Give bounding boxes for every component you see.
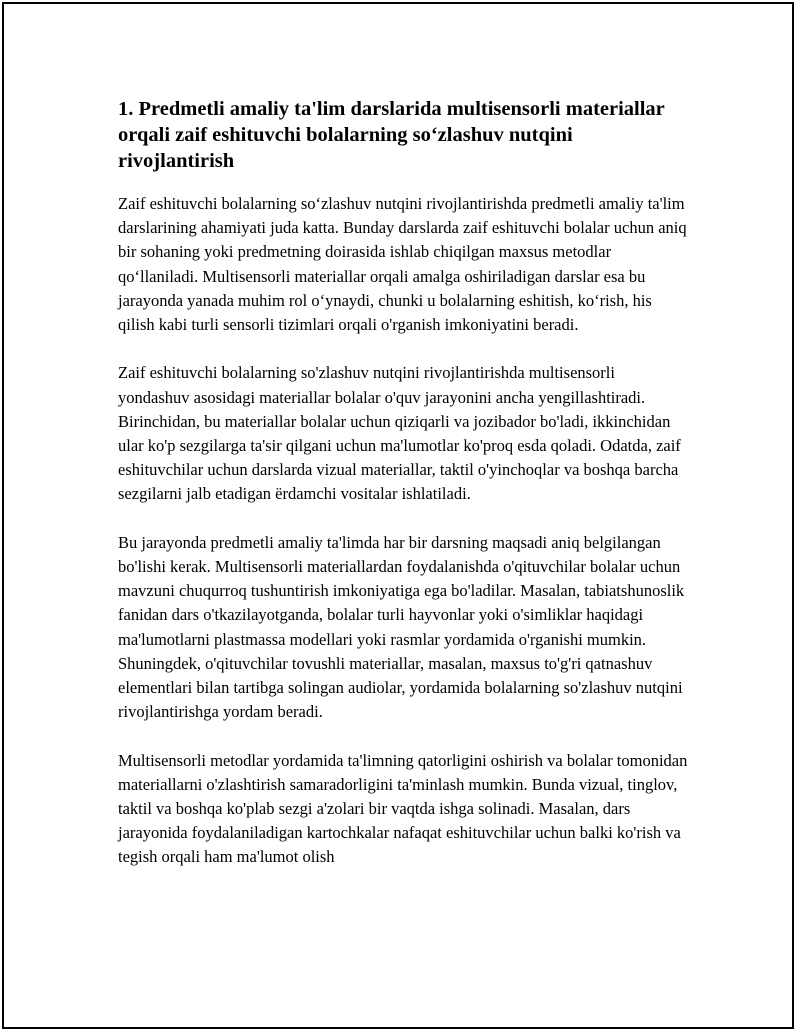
paragraph-4: Multisensorli metodlar yordamida ta'limning qatorligini oshirish va bolalar tomonidan materiallarni o'zlashtirish samaradorligini ta'minlash mumkin. Bunda vizual, tinglov, taktil va boshqa ko'plab sezgi a'zolari bir vaqtda ishga solinadi. Masalan, dars jarayonida foydalaniladigan kartochkalar nafaqat eshituvchilar uchun balki ko'rish va tegish orqali ham ma'lumot olish bbox=[118, 750, 688, 867]
paragraph-3: Bu jarayonda predmetli amaliy ta'limda har bir darsning maqsadi aniq belgilangan bo'lishi kerak. Multisensorli materiallardan foydalanishda o'qituvchilar bolalar uchun mavzuni chuqurroq tushuntirish imkoniyatiga ega bo'ladilar. Masalan, tabiatshunoslik fanidan dars o'tkazilayotganda, bolalar turli hayvonlar yoki o'simliklar haqidagi ma'lumotlarni plastmassa modellari yoki rasmlar yordamida o'rganishi mumkin. Shuningdek, o'qituvchilar tovushli materiallar, masalan, maxsus to'g'ri qatnashuv elementlari bilan tartibga solingan audiolar, yordamida bolalarning so'zlashuv nutqini rivojlantirishga yordam beradi. bbox=[118, 532, 685, 722]
paragraph-1: Zaif eshituvchi bolalarning so‘zlashuv nutqini rivojlantirishda predmetli amaliy ta'lim darslarining ahamiyati juda katta. Bunday darslarda zaif eshituvchi bolalar uchun aniq bir sohaning yoki predmetning doirasida ishlab chiqilgan maxsus metodlar qo‘llaniladi. Multisensorli materiallar orqali amalga oshiriladigan darslar esa bu jarayonda yanada muhim rol o‘ynaydi, chunki u bolalarning eshitish, ko‘rish, his qilish kabi turli sensorli tizimlari orqali o'rganish imkoniyatini beradi. bbox=[118, 194, 687, 335]
paragraph-2: Zaif eshituvchi bolalarning so'zlashuv nutqini rivojlantirishda multisensorli yondashuv asosidagi materiallar bolalar o'quv jarayonini ancha yengillashtiradi. Birinchidan, bu materiallar bolalar uchun qiziqarli va jozibador bo'ladi, ikkinchidan ular ko'p sezgilarga ta'sir qilgani uchun ma'lumotlar ko'proq esda qoladi. Odatda, zaif eshituvchilar uchun darslarda vizual materiallar, taktil o'yinchoqlar va boshqa barcha sezgilarni jalb etadigan ërdamchi vositalar ishlatiladi. bbox=[118, 363, 681, 504]
document-body bbox=[118, 96, 690, 894]
section-heading: 1. Predmetli amaliy ta'lim darslarida multisensorli materiallar orqali zaif eshituvchi bolalarning so‘zlashuv nutqini rivojlantirish bbox=[118, 98, 665, 172]
